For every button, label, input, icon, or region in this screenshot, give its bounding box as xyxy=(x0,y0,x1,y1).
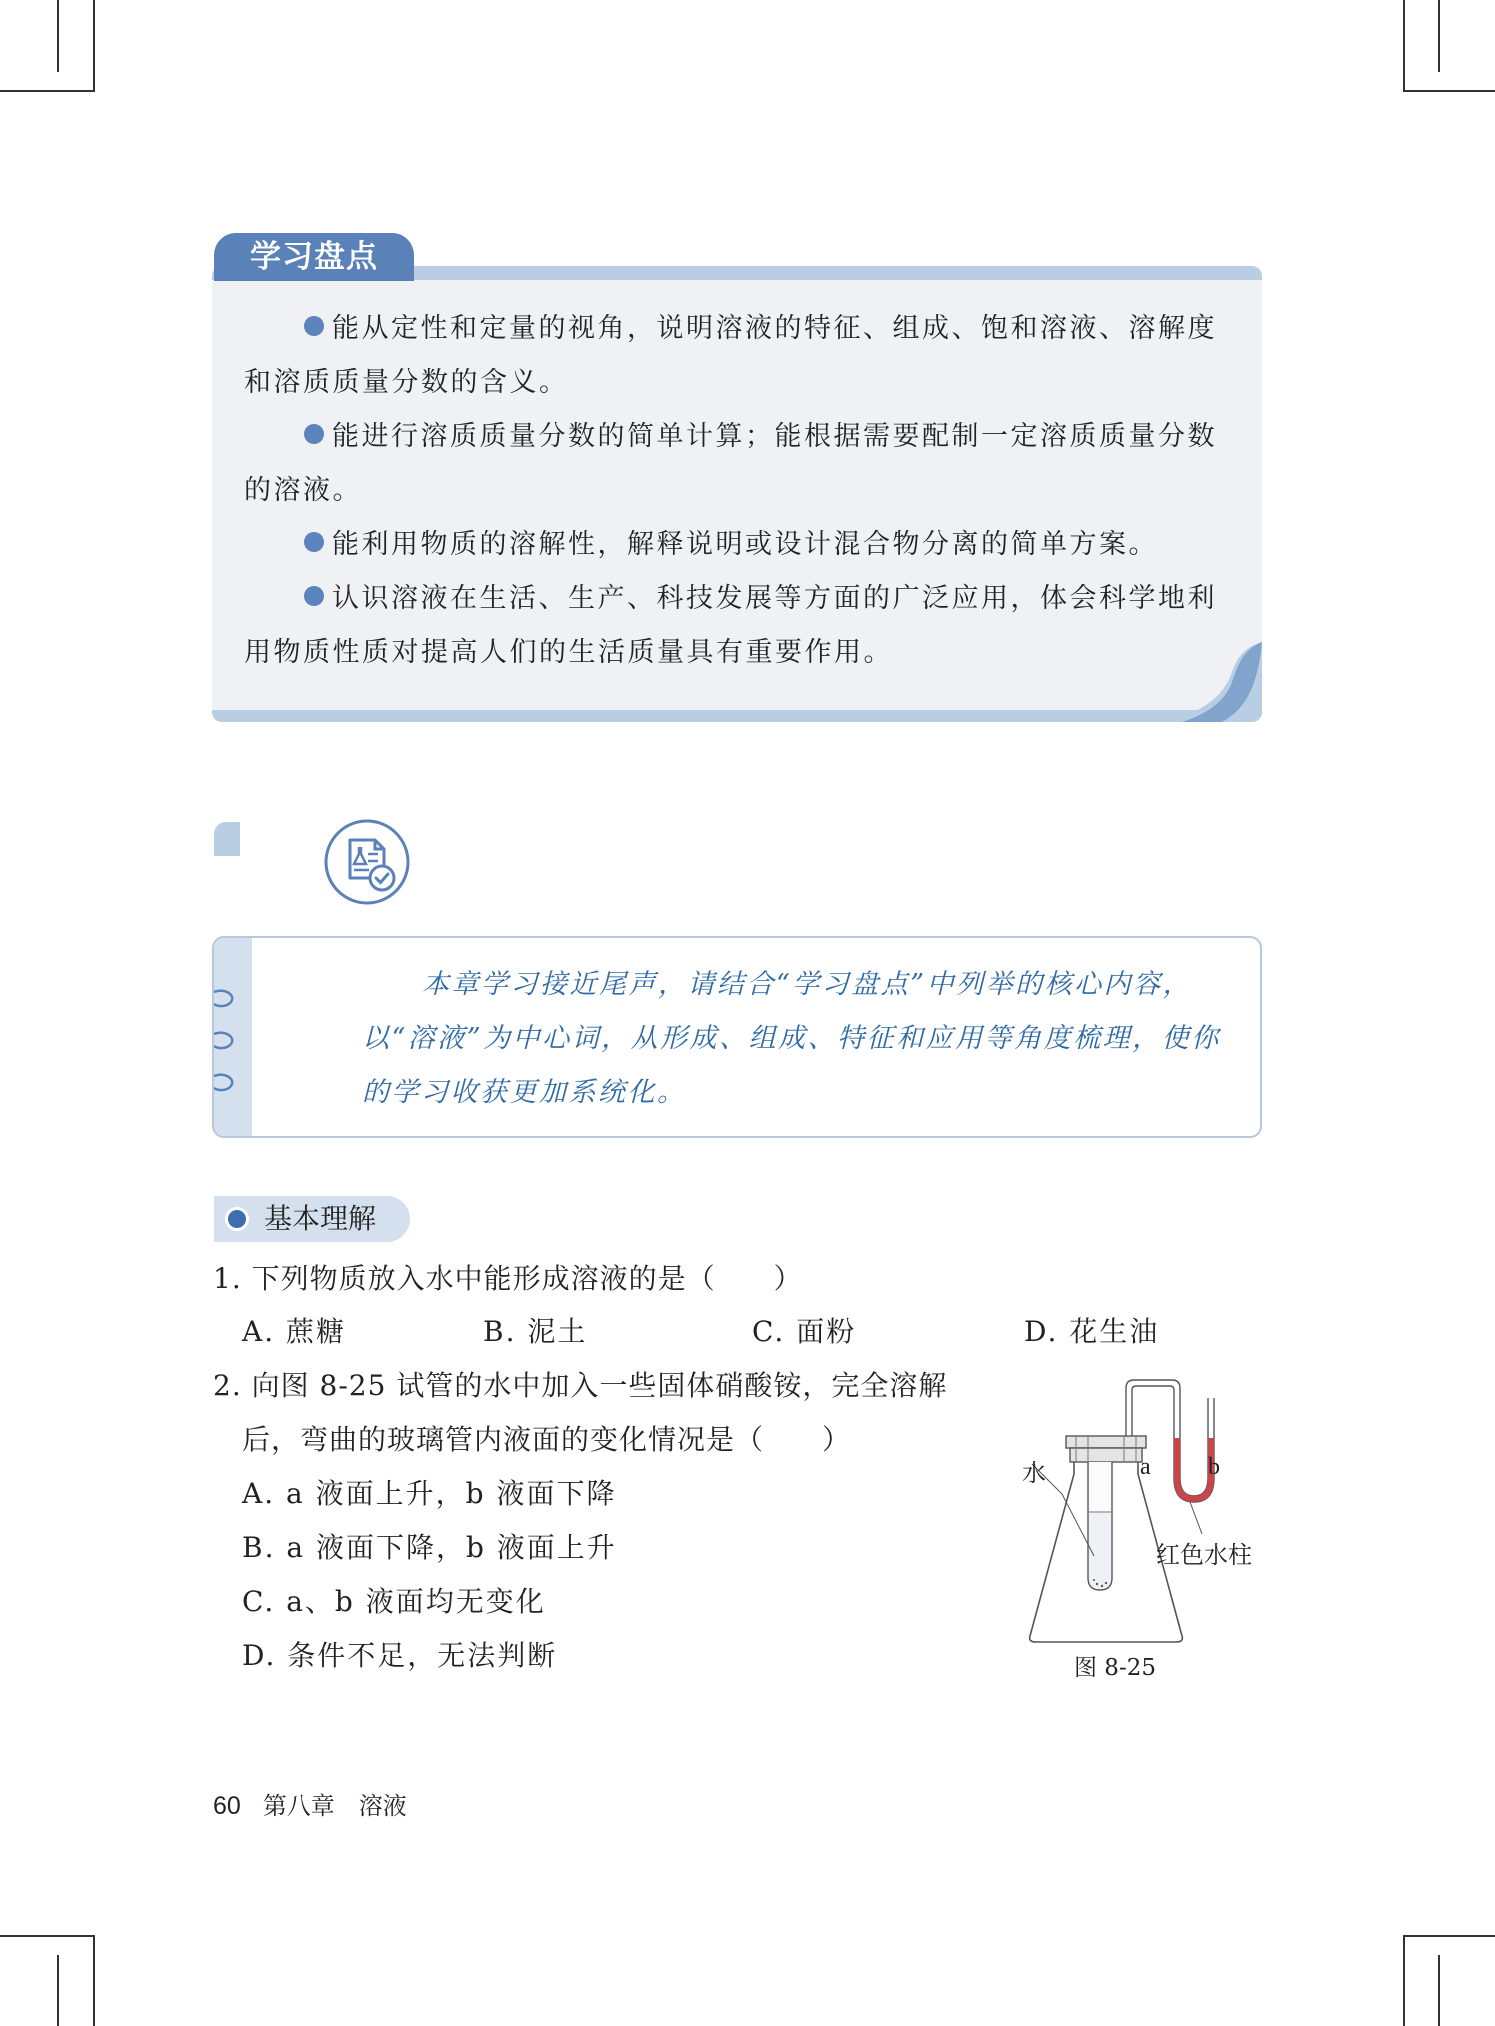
label-water: 水 xyxy=(1022,1459,1046,1487)
question-1: 1. 下列物质放入水中能形成溶液的是（ ） xyxy=(213,1262,803,1295)
q1-option-c: C. 面粉 xyxy=(752,1315,857,1348)
q2-option-b: B. a 液面下降，b 液面上升 xyxy=(242,1531,617,1564)
ring-icon xyxy=(212,1030,238,1052)
page-curl-icon xyxy=(1152,622,1262,722)
crop-mark xyxy=(1403,0,1405,92)
q2-option-a: A. a 液面上升，b 液面下降 xyxy=(242,1477,617,1510)
bullet-icon xyxy=(304,316,324,336)
q1-option-d: D. 花生油 xyxy=(1024,1315,1160,1348)
crop-mark xyxy=(1403,1935,1405,2026)
crop-mark xyxy=(0,90,95,92)
section-dot-icon xyxy=(228,1210,246,1228)
review-box xyxy=(212,266,1262,722)
bullet-icon xyxy=(304,424,324,444)
review-item: 能进行溶质质量分数的简单计算；能根据需要配制一定溶质质量分数的溶液。 xyxy=(244,421,1217,506)
prompt-text: 本章学习接近尾声，请结合“学习盘点”中列举的核心内容，以“溶液”为中心词，从形成、组成、特征和应用等角度梳理，使你的学习收获更加系统化。 xyxy=(362,969,1221,1108)
crop-mark xyxy=(57,1955,59,2026)
chapter-title: 第八章 溶液 xyxy=(262,1792,407,1820)
crop-mark xyxy=(93,0,95,92)
review-title: 学习盘点 xyxy=(214,233,414,281)
prompt-box xyxy=(212,936,1262,1138)
bullet-icon xyxy=(304,532,324,552)
q2-option-c: C. a、b 液面均无变化 xyxy=(242,1585,546,1618)
ring-icon xyxy=(212,1072,238,1094)
crop-mark xyxy=(0,1935,95,1937)
page-footer xyxy=(213,1791,407,1821)
q1-option-a: A. 蔗糖 xyxy=(242,1315,347,1348)
section-title: 基本理解 xyxy=(264,1202,377,1235)
tag-shape xyxy=(214,822,240,856)
q2-option-d: D. 条件不足，无法判断 xyxy=(242,1639,558,1672)
ring-icon xyxy=(212,988,238,1010)
label-b: b xyxy=(1208,1454,1220,1480)
review-item: 能利用物质的溶解性，解释说明或设计混合物分离的简单方案。 xyxy=(244,518,1234,572)
flask-apparatus-diagram xyxy=(1012,1374,1272,1664)
review-bottom-bar xyxy=(212,710,1262,722)
figure-caption: 图 8-25 xyxy=(1074,1655,1156,1681)
bullet-icon xyxy=(304,586,324,606)
crop-mark xyxy=(1403,90,1495,92)
crop-mark xyxy=(1438,0,1440,72)
crop-mark xyxy=(93,1935,95,2026)
review-item: 能从定性和定量的视角，说明溶液的特征、组成、饱和溶液、溶解度和溶质质量分数的含义。 xyxy=(244,313,1217,398)
question-2-line-1: 2. 向图 8-25 试管的水中加入一些固体硝酸铵，完全溶解 xyxy=(213,1369,948,1402)
crop-mark xyxy=(1438,1955,1440,2026)
page-number: 60 xyxy=(213,1792,241,1820)
label-a: a xyxy=(1140,1454,1151,1480)
label-red-water-column: 红色水柱 xyxy=(1156,1541,1252,1569)
q1-option-b: B. 泥土 xyxy=(483,1315,588,1348)
review-list xyxy=(244,302,1234,680)
crop-mark xyxy=(57,0,59,72)
question-2-line-2: 后，弯曲的玻璃管内液面的变化情况是（ ） xyxy=(242,1423,852,1456)
crop-mark xyxy=(1403,1935,1495,1937)
document-check-icon xyxy=(323,818,411,906)
figure-8-25 xyxy=(1012,1374,1272,1681)
review-item: 认识溶液在生活、生产、科技发展等方面的广泛应用，体会科学地利用物质性质对提高人们的生活质量具有重要作用。 xyxy=(244,583,1217,668)
section-header xyxy=(214,1196,410,1242)
